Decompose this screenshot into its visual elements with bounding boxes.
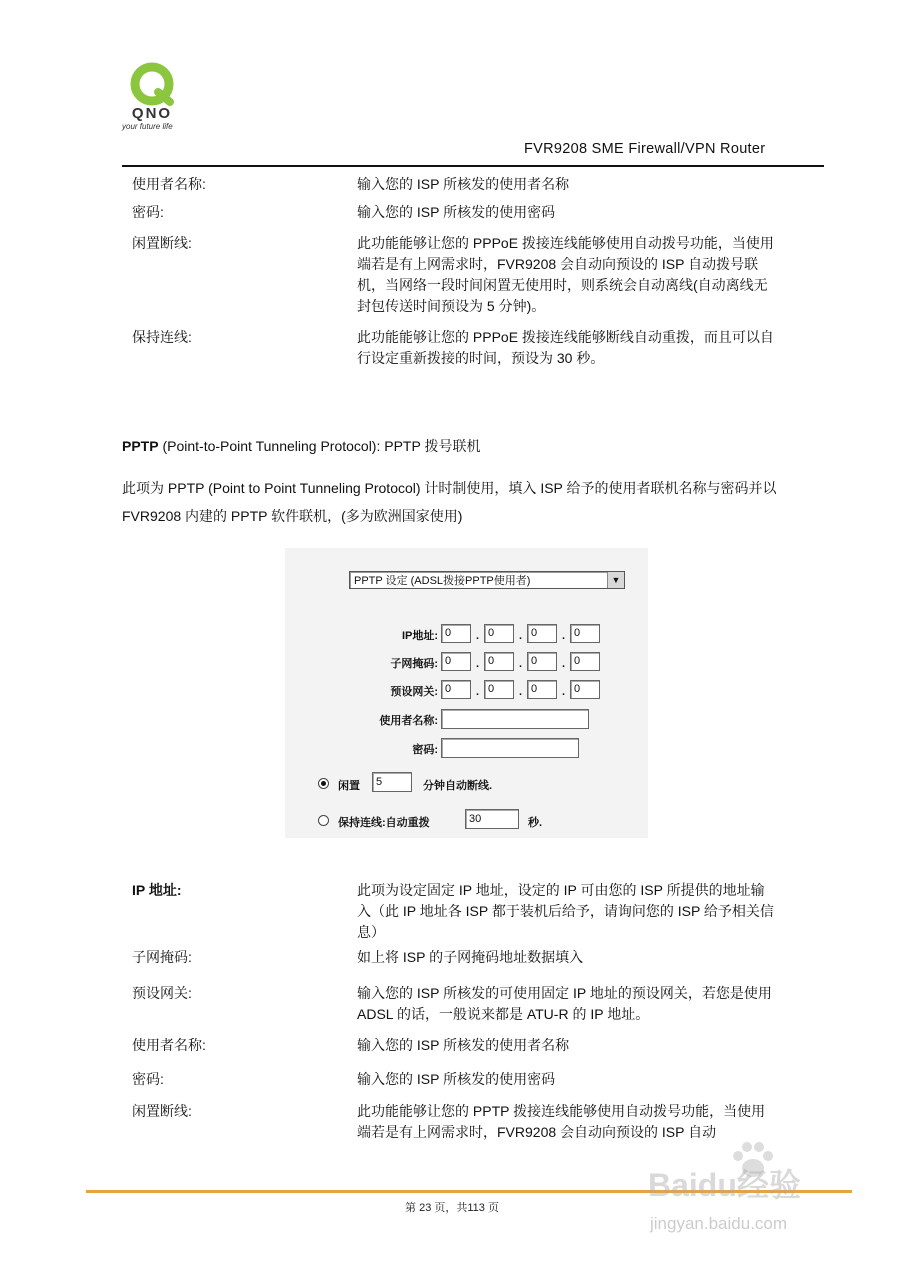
page-number: 第 23 页，共113 页 (405, 1202, 499, 1214)
idle-option-label: 闲置 (338, 780, 360, 792)
idle-suffix: 分钟自动断线. (423, 780, 493, 792)
field-label: 闲置断线: (132, 235, 192, 251)
ip-octet-4[interactable]: 0 (570, 624, 600, 643)
password-input[interactable] (441, 738, 579, 758)
field-label: 密码: (132, 204, 164, 220)
gateway-octet-2[interactable]: 0 (484, 680, 514, 699)
keep-alive-radio[interactable] (318, 815, 329, 826)
mask-octet-2[interactable]: 0 (484, 652, 514, 671)
field-description: 输入您的 ISP 所核发的使用者名称 (357, 1037, 570, 1053)
octet-separator: . (519, 686, 523, 698)
octet-separator: . (476, 686, 480, 698)
field-description: 此功能能够让您的 PPPoE 拨接连线能够断线自动重拨，而且可以自行设定重新拨接的时间，预设为 30 秒。 (357, 329, 774, 366)
gateway-label: 预设网关: (390, 686, 438, 698)
field-label: IP 地址: (132, 882, 182, 898)
octet-separator: . (519, 630, 523, 642)
ip-octet-1[interactable]: 0 (441, 624, 471, 643)
field-description: 此项为设定固定 IP 地址，设定的 IP 可由您的 ISP 所提供的地址输入（此 IP 地址各 ISP 都于装机后给予，请询问您的 ISP 给予相关信息） (357, 882, 774, 940)
connection-type-select[interactable]: PPTP 设定 (ADSL拨接PPTP使用者) ▼ (349, 571, 625, 589)
password-label: 密码: (412, 744, 438, 756)
mask-octet-1[interactable]: 0 (441, 652, 471, 671)
field-label: 保持连线: (132, 329, 192, 345)
watermark-url: jingyan.baidu.com (650, 1214, 788, 1233)
octet-separator: . (476, 658, 480, 670)
header-divider (122, 165, 824, 167)
field-description: 输入您的 ISP 所核发的使用者名称 (357, 176, 570, 192)
octet-separator: . (562, 658, 566, 670)
subnet-mask-label: 子网掩码: (390, 658, 438, 670)
document-title: FVR9208 SME Firewall/VPN Router (524, 141, 766, 157)
section-title-pptp: PPTP (Point-to-Point Tunneling Protocol): PPTP 拨号联机 (122, 438, 481, 454)
keep-alive-option-label: 保持连线:自动重拨 (338, 817, 430, 829)
octet-separator: . (519, 658, 523, 670)
field-description: 如上将 ISP 的子网掩码地址数据填入 (357, 949, 584, 965)
mask-octet-3[interactable]: 0 (527, 652, 557, 671)
gateway-octet-1[interactable]: 0 (441, 680, 471, 699)
pptp-intro (122, 474, 842, 530)
ip-octet-3[interactable]: 0 (527, 624, 557, 643)
field-description: 输入您的 ISP 所核发的使用密码 (357, 1071, 556, 1087)
ip-address-label: IP地址: (401, 630, 438, 642)
gateway-octet-3[interactable]: 0 (527, 680, 557, 699)
logo-tagline: your future life (122, 122, 173, 131)
idle-radio[interactable] (318, 778, 329, 789)
gateway-octet-4[interactable]: 0 (570, 680, 600, 699)
field-label: 闲置断线: (132, 1103, 192, 1119)
field-description: 输入您的 ISP 所核发的可使用固定 IP 地址的预设网关，若您是使用 ADSL 的话，一般说来都是 ATU-R 的 IP 地址。 (357, 985, 772, 1022)
mask-octet-4[interactable]: 0 (570, 652, 600, 671)
field-description: 此功能能够让您的 PPTP 拨接连线能够使用自动拨号功能，当使用端若是有上网需求时，FVR9208 会自动向预设的 ISP 自动 (357, 1103, 766, 1140)
username-input[interactable] (441, 709, 589, 729)
svg-text:QNO: QNO (131, 105, 173, 122)
redial-seconds-input[interactable]: 30 (465, 809, 519, 829)
octet-separator: . (476, 630, 480, 642)
redial-suffix: 秒. (528, 817, 543, 829)
field-label: 使用者名称: (132, 176, 206, 192)
field-label: 预设网关: (132, 985, 192, 1001)
baidu-watermark: Baidu经验 (648, 1167, 801, 1203)
idle-minutes-input[interactable]: 5 (372, 772, 412, 792)
ip-octet-2[interactable]: 0 (484, 624, 514, 643)
pptp-intro-line2: FVR9208 内建的 PPTP 软件联机，(多为欧洲国家使用) (122, 508, 463, 524)
octet-separator: . (562, 686, 566, 698)
username-label: 使用者名称: (379, 715, 438, 727)
pptp-intro-line1: 此项为 PPTP (Point to Point Tunneling Protocol) 计时制使用，填入 ISP 给予的使用者联机名称与密码并以 (122, 480, 777, 496)
octet-separator: . (562, 630, 566, 642)
field-label: 密码: (132, 1071, 164, 1087)
chevron-down-icon[interactable]: ▼ (607, 572, 624, 588)
field-label: 子网掩码: (132, 949, 192, 965)
field-description: 此功能能够让您的 PPPoE 拨接连线能够使用自动拨号功能，当使用端若是有上网需求时，FVR9208 会自动向预设的 ISP 自动拨号联机，当网络一段时间闲置无使用时，则系统会自动离线(自动离线无封包传送时间预设为 5 分钟)。 (357, 235, 774, 314)
field-description: 输入您的 ISP 所核发的使用密码 (357, 204, 556, 220)
field-label: 使用者名称: (132, 1037, 206, 1053)
